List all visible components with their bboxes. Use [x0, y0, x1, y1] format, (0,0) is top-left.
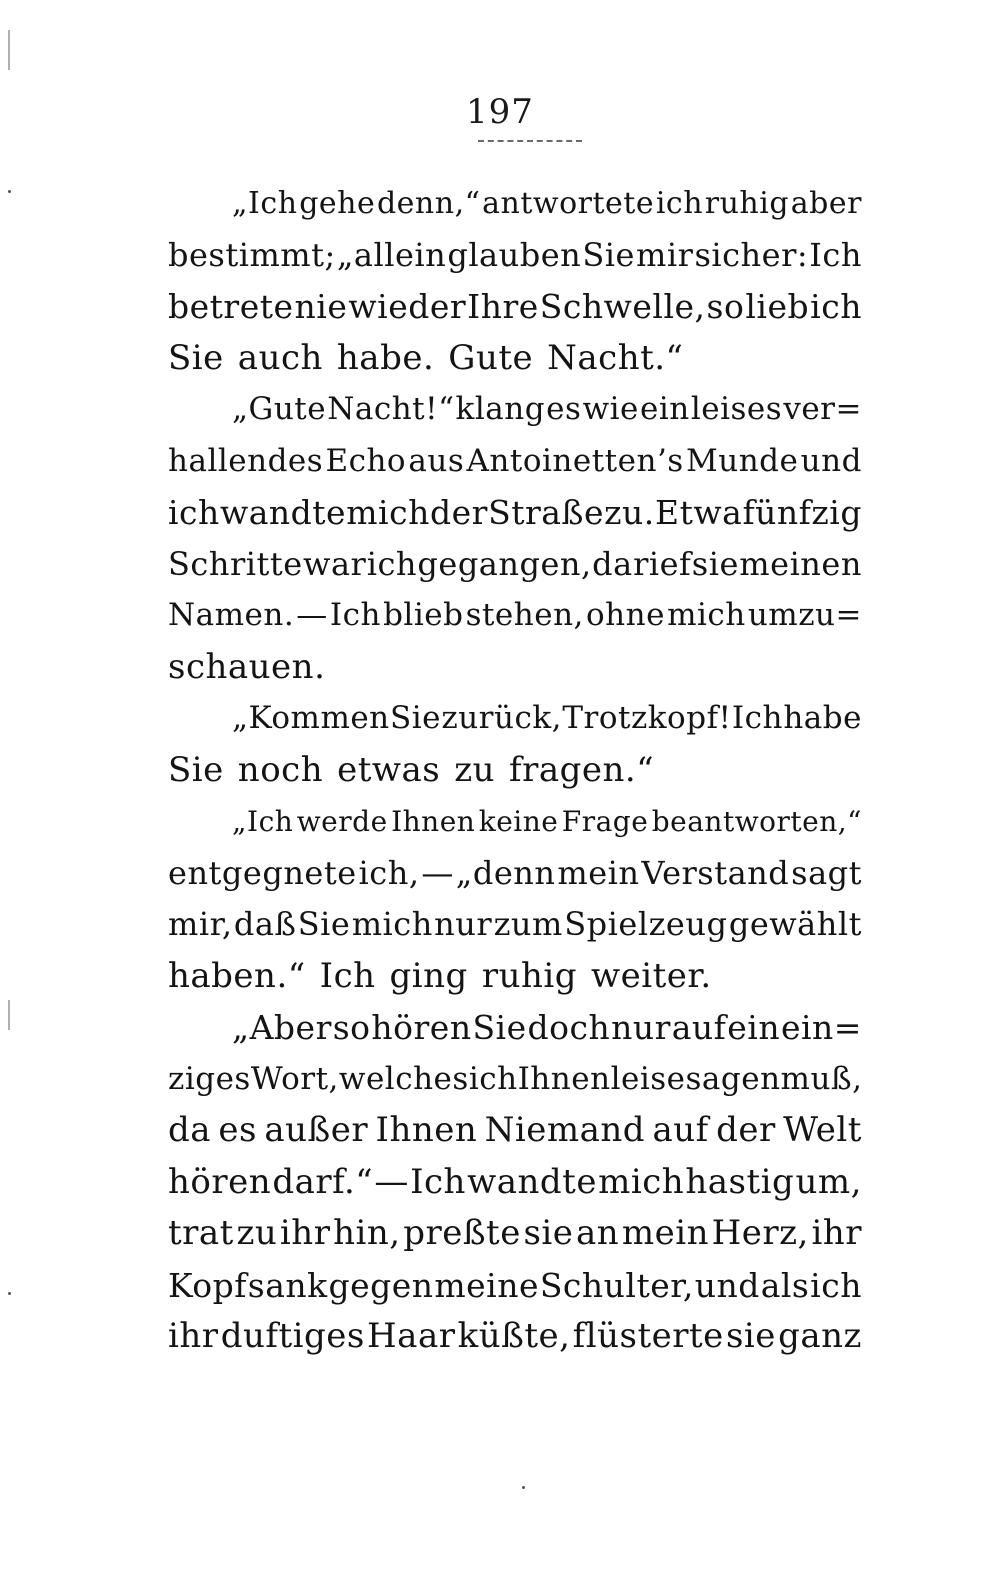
word: meinen: [739, 544, 862, 583]
word: Schritte: [168, 544, 303, 583]
text-line: [168, 1105, 862, 1157]
text-line: [168, 693, 862, 745]
word: —: [296, 597, 328, 633]
page-number-rule: [478, 140, 582, 142]
word: Ihnen: [375, 1110, 478, 1150]
word: als: [760, 1265, 810, 1305]
text-line: [168, 1311, 862, 1363]
text-line: [168, 899, 862, 951]
word: Sie: [168, 337, 224, 378]
word: gegen: [328, 1265, 434, 1305]
word: ein=: [780, 1008, 862, 1047]
word: lieb: [745, 287, 810, 326]
word: stehen,: [465, 597, 584, 633]
word: denn,“: [376, 186, 481, 221]
word: Welt: [783, 1110, 862, 1150]
text-line: [168, 178, 862, 230]
word: gehe: [299, 186, 376, 221]
word: weiter.: [591, 955, 712, 996]
word: ohne: [586, 597, 665, 633]
word: werde: [296, 805, 388, 838]
word: ganz: [778, 1316, 862, 1356]
word: Trotzkopf!: [562, 700, 732, 736]
word: ich: [468, 1060, 518, 1097]
word: Verstand: [641, 853, 790, 892]
word: keine: [478, 805, 559, 838]
text-line: [168, 642, 862, 694]
word: „denn: [455, 853, 556, 892]
text-line: [168, 951, 862, 1003]
word: ihr: [811, 1213, 862, 1253]
word: wandte: [219, 493, 347, 532]
word: sagt: [791, 853, 862, 892]
text-line: [168, 848, 862, 900]
word: Ich: [809, 235, 862, 274]
word: preßte: [403, 1213, 521, 1253]
word: Sie: [582, 235, 635, 274]
word: beantworten,“: [651, 805, 862, 838]
scan-speck: [8, 190, 11, 193]
word: ein: [639, 391, 690, 427]
word: Spielzeug: [564, 905, 728, 943]
word: Namen.: [168, 597, 295, 633]
text-line: [168, 487, 862, 539]
word: Gute: [448, 337, 534, 378]
word: „Ich: [232, 186, 298, 221]
word: ruhig: [704, 186, 790, 221]
word: Frage: [561, 805, 649, 838]
text-line: [168, 1157, 862, 1209]
word: zum: [493, 905, 563, 943]
word: Straße: [488, 493, 604, 532]
body-text: [168, 178, 862, 1363]
word: Nacht.“: [547, 337, 684, 378]
word: um,: [795, 1161, 862, 1202]
word: Herz,: [711, 1213, 809, 1253]
word: aus: [408, 442, 465, 479]
word: nur: [434, 905, 493, 943]
word: an: [576, 1213, 620, 1253]
word: nie: [294, 287, 348, 326]
word: Sie: [297, 905, 351, 943]
word: hin,: [333, 1213, 401, 1253]
word: fünfzig: [742, 493, 862, 532]
word: küßte,: [457, 1316, 571, 1356]
word: klang: [455, 391, 546, 427]
text-line: [168, 590, 862, 642]
text-line: [168, 1002, 862, 1054]
word: auf: [671, 1008, 727, 1047]
word: mich: [667, 597, 746, 633]
text-line: [168, 539, 862, 591]
word: trat: [168, 1213, 234, 1253]
word: ihr: [168, 1316, 219, 1356]
word: der: [430, 493, 488, 532]
word: muß,: [780, 1060, 863, 1097]
word: leise: [610, 1060, 686, 1097]
word: ver=: [783, 391, 862, 427]
word: so: [706, 287, 745, 326]
word: da: [168, 1110, 212, 1150]
text-line: [168, 281, 862, 333]
word: zu: [454, 749, 496, 790]
word: haben.“: [168, 955, 306, 996]
word: nur: [611, 1008, 671, 1047]
word: zurück,: [441, 700, 562, 736]
word: Schwelle,: [539, 287, 706, 326]
text-line: [168, 230, 862, 282]
page-number: 197: [466, 92, 534, 132]
word: auch: [237, 337, 323, 378]
word: flüsterte: [572, 1316, 724, 1356]
scan-speck: [522, 1486, 525, 1489]
word: blieb: [383, 597, 464, 633]
word: sank: [247, 1265, 328, 1305]
word: ging: [389, 955, 468, 996]
word: Ich: [731, 700, 783, 736]
word: auf: [652, 1110, 709, 1150]
word: habe.: [336, 337, 435, 378]
word: war: [303, 544, 367, 583]
word: mich: [598, 1161, 685, 1202]
word: ich: [810, 1265, 862, 1305]
word: mir,: [168, 905, 233, 943]
word: es: [546, 391, 582, 427]
word: darf.“: [272, 1161, 374, 1202]
word: daß: [233, 905, 297, 943]
word: der: [716, 1110, 776, 1150]
text-line: [168, 1054, 862, 1106]
word: da: [592, 544, 633, 583]
text-line: [168, 333, 862, 385]
word: Niemand: [484, 1110, 646, 1150]
word: und: [800, 442, 862, 479]
word: mich: [346, 493, 430, 532]
word: Schulter,: [539, 1265, 694, 1305]
text-line: [168, 1260, 862, 1312]
word: Sie: [168, 749, 224, 790]
word: wieder: [348, 287, 467, 326]
word: außer: [264, 1110, 369, 1150]
word: gegangen,: [417, 544, 592, 583]
word: leises: [690, 391, 783, 427]
word: mein: [557, 853, 640, 892]
word: ich: [366, 544, 417, 583]
word: mich: [351, 905, 433, 943]
word: gewählt: [728, 905, 862, 943]
text-line: [168, 436, 862, 488]
word: „Gute: [232, 391, 327, 427]
word: Ihnen: [517, 1060, 611, 1097]
word: hastig: [685, 1161, 795, 1202]
word: entgegnete: [168, 853, 357, 892]
word: sagen: [685, 1060, 781, 1097]
text-line: [168, 384, 862, 436]
word: rief: [633, 544, 692, 583]
word: sie: [725, 1316, 776, 1356]
word: —: [421, 853, 454, 892]
word: ich: [655, 186, 704, 221]
word: Munde: [686, 442, 799, 479]
word: sie: [523, 1213, 574, 1253]
word: Etwa: [654, 493, 743, 532]
word: wandte: [467, 1161, 597, 1202]
word: hallendes: [168, 442, 324, 479]
word: Ich: [329, 597, 381, 633]
word: „Aber: [232, 1008, 332, 1047]
word: Haar: [367, 1316, 456, 1356]
word: welches: [338, 1060, 469, 1097]
word: ich: [168, 493, 220, 532]
word: hören: [168, 1161, 272, 1202]
word: zu: [236, 1213, 278, 1253]
word: mir: [636, 235, 694, 274]
word: Ihnen: [391, 805, 476, 838]
word: Echo: [325, 442, 407, 479]
word: ein: [727, 1008, 781, 1047]
word: sicher:: [694, 235, 809, 274]
word: ich,: [358, 853, 420, 892]
word: Antoinetten’s: [466, 442, 684, 479]
word: fragen.“: [509, 749, 655, 790]
word: etwas: [337, 749, 441, 790]
word: zu.: [604, 493, 655, 532]
word: glauben: [447, 235, 582, 274]
text-line: [168, 745, 862, 797]
word: aber: [790, 186, 862, 221]
word: antwortete: [482, 186, 655, 221]
word: Sie: [390, 700, 442, 736]
scan-margin-mark: [8, 1000, 10, 1030]
text-line: [168, 1208, 862, 1260]
word: habe: [783, 700, 862, 736]
word: Wort,: [250, 1060, 339, 1097]
word: und: [694, 1265, 760, 1305]
word: betrete: [168, 287, 294, 326]
word: Kopf: [168, 1265, 247, 1305]
scan-margin-mark: [8, 30, 10, 70]
word: Ich: [410, 1161, 466, 1202]
word: ziges: [168, 1060, 251, 1097]
word: sie: [691, 544, 739, 583]
text-line: [168, 796, 862, 848]
word: „Kommen: [232, 700, 390, 736]
word: meine: [434, 1265, 540, 1305]
word: Nacht!“: [327, 391, 455, 427]
word: noch: [237, 749, 324, 790]
word: Ich: [319, 955, 376, 996]
word: wie: [582, 391, 639, 427]
word: bestimmt;: [168, 235, 336, 274]
word: so: [332, 1008, 371, 1047]
word: es: [218, 1110, 257, 1150]
word: Sie: [472, 1008, 527, 1047]
word: umzu=: [747, 597, 862, 633]
word: ihr: [279, 1213, 331, 1253]
word: „Ich: [232, 805, 294, 838]
word: schauen.: [168, 646, 326, 687]
word: mein: [621, 1213, 709, 1253]
word: ruhig: [481, 955, 578, 996]
word: „allein: [336, 235, 447, 274]
scan-speck: [8, 1292, 11, 1295]
word: —: [374, 1161, 409, 1202]
word: Ihre: [467, 287, 539, 326]
word: duftiges: [220, 1316, 365, 1356]
word: ich: [810, 287, 862, 326]
word: doch: [527, 1008, 611, 1047]
word: hören: [371, 1008, 472, 1047]
